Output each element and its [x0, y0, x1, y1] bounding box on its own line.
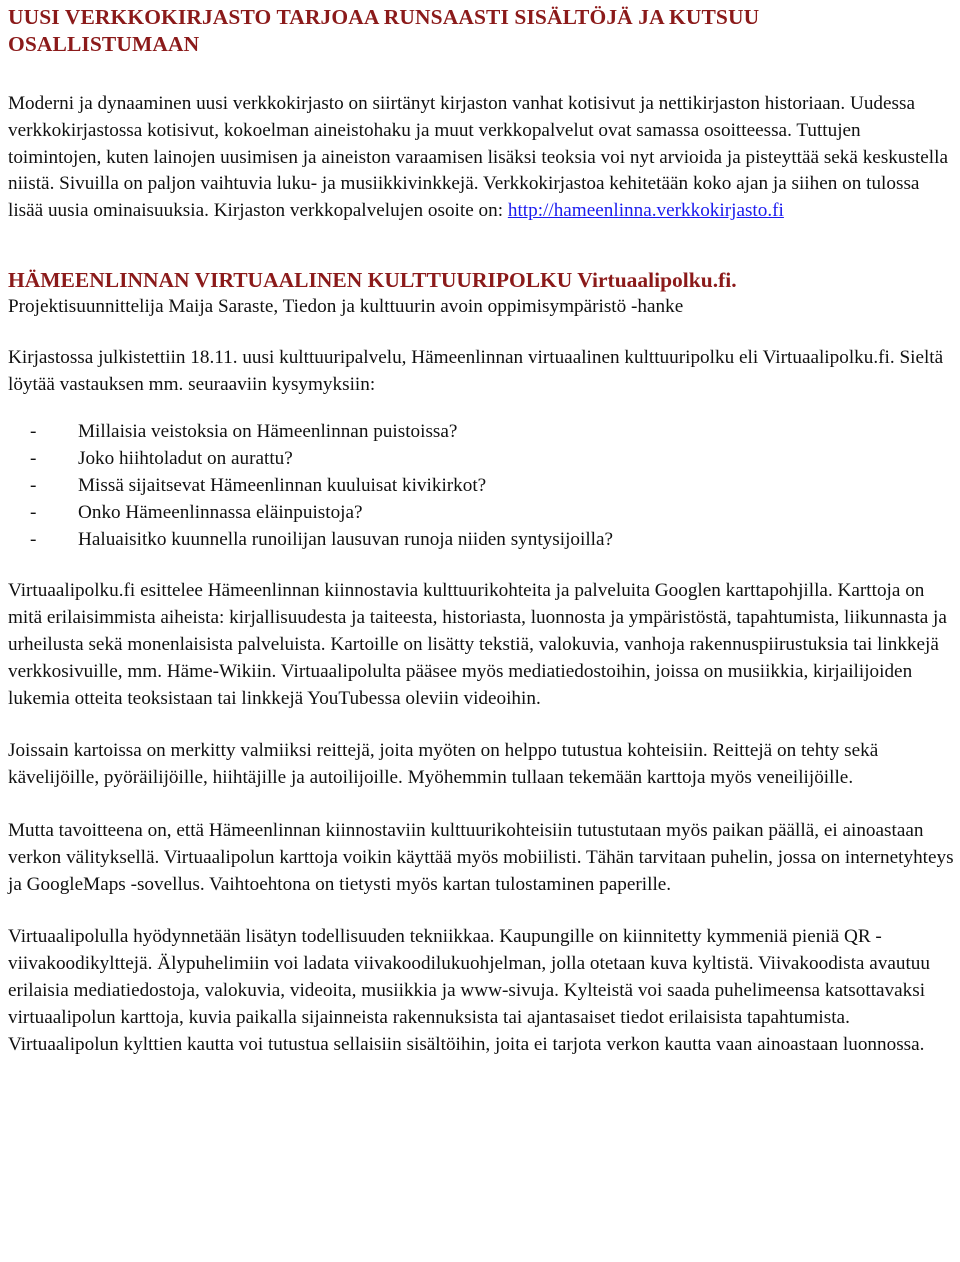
- question-text: Millaisia veistoksia on Hämeenlinnan puistoissa?: [78, 421, 458, 443]
- question-text: Missä sijaitsevat Hämeenlinnan kuuluisat kivikirkot?: [78, 474, 487, 496]
- list-item: [8, 527, 954, 554]
- list-item: [8, 473, 954, 500]
- question-text: Joko hiihtoladut on aurattu?: [78, 448, 293, 470]
- bullet-dash: -: [30, 528, 37, 550]
- document-page: [8, 0, 954, 1058]
- list-item: [8, 446, 954, 473]
- body-paragraph: Joissain kartoissa on merkitty valmiiksi reittejä, joita myöten on helppo tutustua kohteisiin. Reittejä on tehty sekä kävelijöille, pyöräilijöille, hiihtäjille ja autoilijoille. Myöhemmin tullaan tekemään karttoja myös veneilijöille.: [8, 740, 879, 789]
- question-text: Haluaisitko kuunnella runoilijan lausuvan runoja niiden syntysijoilla?: [78, 528, 614, 550]
- main-heading: UUSI VERKKOKIRJASTO TARJOAA RUNSAASTI SISÄLTÖJÄ JA KUTSUU OSALLISTUMAAN: [8, 5, 760, 56]
- section-subtitle: Projektisuunnittelija Maija Saraste, Tiedon ja kulttuurin avoin oppimisympäristö -hanke: [8, 295, 684, 317]
- intro-paragraph: [8, 91, 954, 225]
- question-text: Onko Hämeenlinnassa eläinpuistoja?: [78, 501, 363, 523]
- list-item: [8, 500, 954, 527]
- list-item: [8, 419, 954, 446]
- body-paragraph: Virtuaalipolku.fi esittelee Hämeenlinnan kiinnostavia kulttuurikohteita ja palveluita Googlen karttapohjilla. Karttoja on mitä erilaisimmista aiheista: kirjallisuudesta ja taiteesta, historiasta, luonnosta ja ympäristöstä, tapahtumista, liikunnasta ja urheilusta sekä monenlaisista palveluista. Kartoille on lisätty tekstiä, valokuvia, vanhoja rakennuspiirustuksia tai linkkejä verkkosivuille, mm. Häme-Wikiin. Virtuaalipolulta pääsee myös mediatiedostoihin, joissa on musiikkia, kirjailijoiden lukemia otteita teoksistaan tai linkkejä YouTubessa oleviin videoihin.: [8, 580, 947, 709]
- body-paragraph: Mutta tavoitteena on, että Hämeenlinnan kiinnostaviin kulttuurikohteisiin tutustutaan myös paikan päällä, ei ainoastaan verkon välityksellä. Virtuaalipolun karttoja voikin käyttää myös mobiilisti. Tähän tarvitaan puhelin, jossa on internetyhteys ja GoogleMaps -sovellus. Vaihtoehtona on tietysti myös kartan tulostaminen paperille.: [8, 819, 954, 895]
- question-list: [8, 419, 954, 553]
- bullet-dash: -: [30, 474, 37, 496]
- intro-text: Moderni ja dynaaminen uusi verkkokirjasto on siirtänyt kirjaston vanhat kotisivut ja nettikirjaston historiaan. Uudessa verkkokirjastossa kotisivut, kokoelman aineistohaku ja muut verkkopalvelut ovat samassa osoitteessa. Tuttujen toimintojen, kuten lainojen uusimisen ja aineiston varaamisen lisäksi teoksia voi nyt arvioida ja pisteyttää sekä keskustella niistä. Sivuilla on paljon vaihtuvia luku- ja musiikkivinkkejä. Verkkokirjastoa kehitetään koko ajan ja siihen on tulossa lisää uusia ominaisuuksia. Kirjaston verkkopalvelujen osoite on:: [8, 93, 948, 222]
- library-site-link[interactable]: http://hameenlinna.verkkokirjasto.fi: [507, 200, 784, 222]
- launch-paragraph: Kirjastossa julkistettiin 18.11. uusi kulttuuripalvelu, Hämeenlinnan virtuaalinen kulttuuripolku eli Virtuaalipolku.fi. Sieltä löytää vastauksen mm. seuraaviin kysymyksiin:: [8, 346, 944, 395]
- section-heading: HÄMEENLINNAN VIRTUAALINEN KULTTUURIPOLKU Virtuaalipolku.fi.: [8, 267, 737, 292]
- bullet-dash: -: [30, 448, 37, 470]
- bullet-dash: -: [30, 501, 37, 523]
- bullet-dash: -: [30, 421, 37, 443]
- body-paragraph: Virtuaalipolulla hyödynnetään lisätyn todellisuuden tekniikkaa. Kaupungille on kiinnitetty kymmeniä pieniä QR -viivakoodikylttejä. Älypuhelimiin voi ladata viivakoodilukuohjelman, jolla otetaan kuva kyltistä. Viivakoodista avautuu erilaisia mediatiedostoja, valokuvia, videoita, musiikkia ja www-sivuja. Kylteistä voi saada puhelimeensa katsottavaksi virtuaalipolun karttoja, kuvia paikalla sijainneista rakennuksista tai ajantasaiset tiedot erilaisista tapahtumista. Virtuaalipolun kylttien kautta voi tutustua sellaisiin sisältöihin, joita ei tarjota verkon kautta vaan ainoastaan luonnossa.: [8, 926, 930, 1055]
